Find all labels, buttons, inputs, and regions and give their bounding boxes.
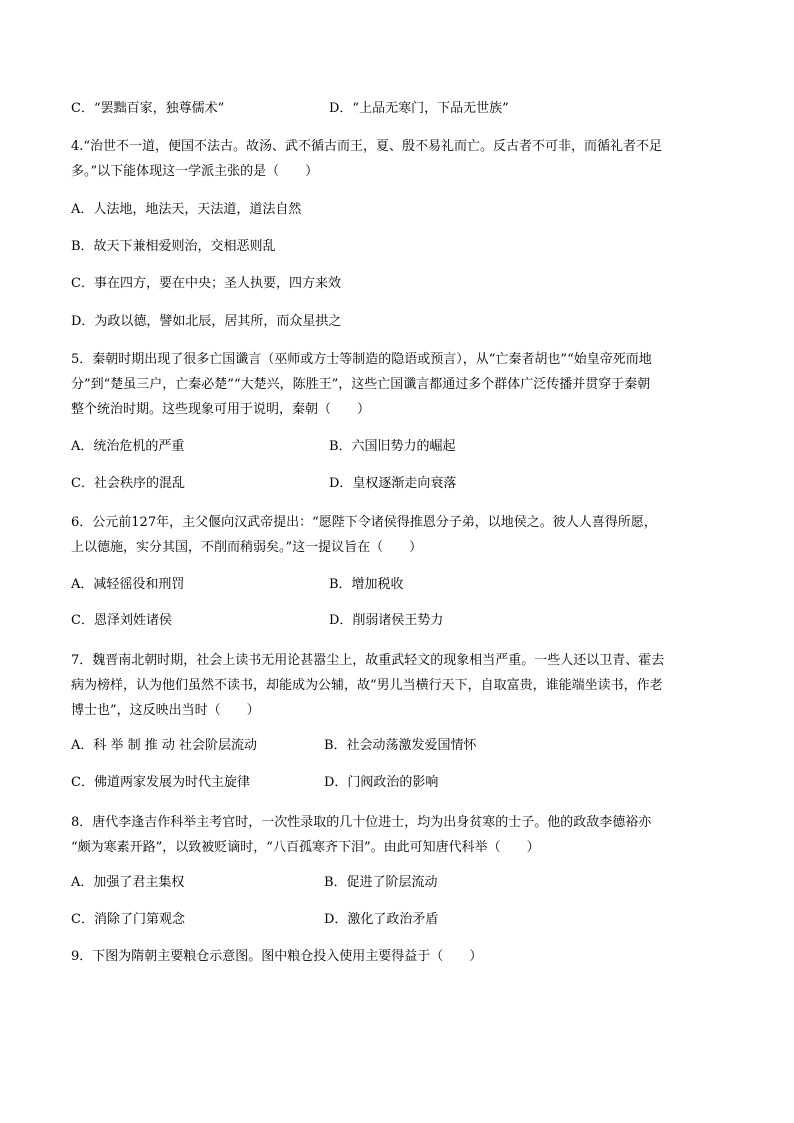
- q6-option-c: C．恩泽刘姓诸侯: [71, 613, 172, 628]
- q5-stem-line-3: 整个统治时期。这些现象可用于说明，秦朝（ ）: [71, 402, 371, 417]
- q5-option-b: B．六国旧势力的崛起: [329, 439, 456, 454]
- q5-option-c: C．社会秩序的混乱: [71, 476, 185, 491]
- q8-stem: [71, 810, 721, 860]
- q7-stem-line-3: 博士也”，这反映出当时（ ）: [71, 703, 260, 718]
- q8-stem-line-1: 8．唐代李逢吉作科举主考官时，一次性录取的几十位进士，均为出身贫寒的士子。他的政敌李德裕亦: [71, 815, 652, 830]
- q5-stem-line-1: 5．秦朝时期出现了很多亡国谶言（巫师或方士等制造的隐语或预言），从“亡秦者胡也”“始皇帝死而地: [71, 352, 652, 367]
- q6-option-d: D．削弱诸侯王势力: [329, 613, 444, 628]
- q4-option-d: D．为政以德，譬如北辰，居其所，而众星拱之: [71, 314, 342, 329]
- q6-stem: [71, 510, 721, 560]
- q9-stem: 9．下图为隋朝主要粮仓示意图。图中粮仓投入使用主要得益于（ ）: [71, 949, 483, 964]
- q7-option-d: D．门阀政治的影响: [324, 775, 439, 790]
- q7-stem: [71, 648, 721, 723]
- q6-option-a: A．减轻徭役和刑罚: [71, 577, 185, 592]
- q3-option-d: D．“上品无寒门，下品无世族”: [329, 101, 509, 116]
- q7-option-a: A．科 举 制 推 动 社会阶层流动: [71, 738, 258, 753]
- q7-stem-line-1: 7．魏晋南北朝时期，社会上读书无用论甚嚣尘上，故重武轻文的现象相当严重。一些人还以卫青、霍去: [71, 653, 665, 668]
- q8-option-d: D．激化了政治矛盾: [324, 912, 439, 927]
- q4-stem-line-2: 多。”以下能体现这一学派主张的是（ ）: [71, 164, 319, 179]
- q7-option-c: C．佛道两家发展为时代主旋律: [71, 775, 250, 790]
- q4-option-b: B．故天下兼相爱则治，交相恶则乱: [71, 239, 276, 254]
- q3-option-c: C．“罢黜百家，独尊儒术”: [71, 101, 225, 116]
- q7-stem-line-2: 病为榜样，认为他们虽然不读书，却能成为公辅，故“男儿当横行天下，自取富贵，谁能端坐读书，作老: [71, 678, 663, 693]
- q4-option-c: C．事在四方，要在中央；圣人执要，四方来效: [71, 276, 341, 291]
- q6-stem-line-2: 上以德施，实分其国，不削而稍弱矣。”这一提议旨在（ ）: [71, 540, 423, 555]
- q7-option-b: B．社会动荡激发爱国情怀: [324, 738, 477, 753]
- q8-option-a: A．加强了君主集权: [71, 875, 185, 890]
- q6-option-b: B．增加税收: [329, 577, 404, 592]
- q5-stem: [71, 347, 721, 422]
- q4-option-a: A．人法地，地法天，天法道，道法自然: [71, 202, 302, 217]
- q5-option-d: D．皇权逐渐走向衰落: [329, 476, 457, 491]
- q5-option-a: A．统治危机的严重: [71, 439, 185, 454]
- q4-stem-line-1: 4.“治世不一道，便国不法古。故汤、武不循古而王，夏、殷不易礼而亡。反古者不可非，而循礼者不足: [71, 139, 663, 154]
- q4-stem: [71, 134, 721, 184]
- q8-option-b: B．促进了阶层流动: [324, 875, 438, 890]
- q8-option-c: C．消除了门第观念: [71, 912, 185, 927]
- q6-stem-line-1: 6．公元前127年，主父偃向汉武帝提出：“愿陛下令诸侯得推恩分子弟，以地侯之。彼人人喜得所愿，: [71, 515, 657, 530]
- q8-stem-line-2: “颇为寒素开路”，以致被贬谪时，“八百孤寒齐下泪”。由此可知唐代科举（ ）: [71, 840, 540, 855]
- q5-stem-line-2: 分”到“楚虽三户，亡秦必楚”“大楚兴，陈胜王”，这些亡国谶言都通过多个群体广泛传播并贯穿于秦朝: [71, 377, 651, 392]
